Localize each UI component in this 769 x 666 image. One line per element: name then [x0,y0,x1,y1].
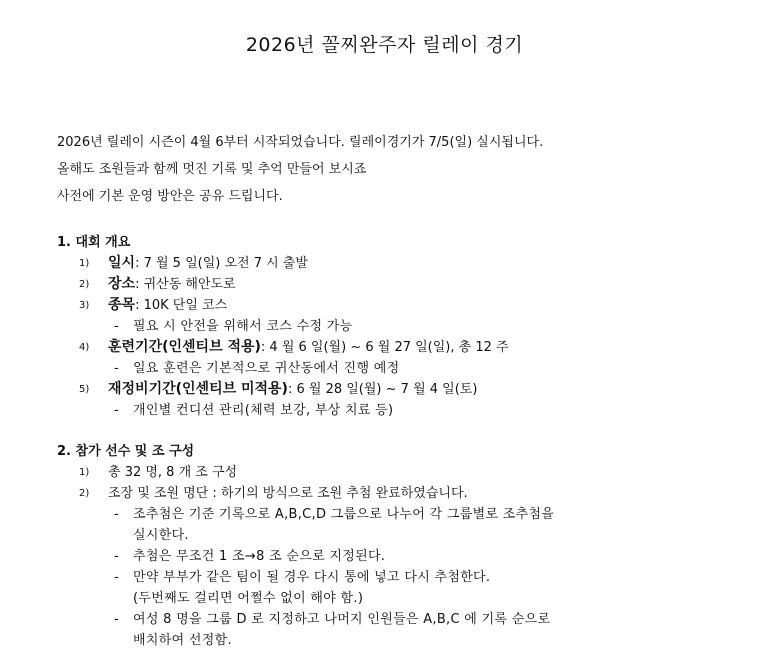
intro-line: 2026년 릴레이 시즌이 4월 6부터 시작되었습니다. 릴레이경기가 7/5(일) 실시됩니다. [57,135,544,150]
document-title: 2026년 꼴찌완주자 릴레이 경기 [245,34,524,56]
item-number: 2) [79,488,90,499]
item-number: 1) [79,467,90,478]
list-item [57,253,509,274]
item-text: 조장 및 조원 명단 : 하기의 방식으로 조원 추첨 완료하였습니다. [108,486,468,501]
list-item [57,462,554,483]
intro-line: 올해도 조원들과 함께 멋진 기록 및 추억 만들어 보시죠 [57,162,367,177]
sub-item [57,316,509,337]
list-item [57,483,554,504]
item-number: 4) [79,342,90,353]
list-item [57,274,509,295]
item-label: 장소 [108,276,136,292]
item-text: : 6 월 28 일(월) ~ 7 월 4 일(토) [287,382,478,397]
item-label: 종목 [108,297,136,313]
sub-item-continuation: 배치하여 선정함. [133,633,232,648]
list-item [57,379,509,400]
item-label: 일시 [108,255,136,271]
sub-item [57,358,509,379]
section-heading: 1. 대회 개요 [57,235,131,250]
dash-marker: - [114,570,119,585]
item-label: 훈련기간(인센티브 적용) [108,339,261,355]
item-number: 2) [79,279,90,290]
sub-item-continuation: 실시한다. [133,528,189,543]
sub-item [57,567,554,588]
section-participants [57,442,554,651]
list-item [57,295,509,316]
item-text: 총 32 명, 8 개 조 구성 [108,465,238,480]
item-text: : 7 월 5 일(일) 오전 7 시 출발 [135,256,308,271]
item-number: 1) [79,258,90,269]
dash-marker: - [114,403,119,418]
section-heading: 2. 참가 선수 및 조 구성 [57,444,195,459]
sub-item [57,400,509,421]
intro-line: 사전에 기본 운영 방안은 공유 드립니다. [57,189,283,204]
dash-marker: - [114,319,119,334]
dash-marker: - [114,612,119,627]
sub-item-text: 여성 8 명을 그룹 D 로 지정하고 나머지 인원들은 A,B,C 에 기록 순으로 [133,612,551,627]
item-number: 5) [79,384,90,395]
sub-item [57,546,554,567]
item-number: 3) [79,300,90,311]
sub-item-text: 일요 훈련은 기본적으로 귀산동에서 진행 예정 [133,361,400,376]
item-label: 재정비기간(인센티브 미적용) [108,381,288,397]
dash-marker: - [114,507,119,522]
sub-item-text: 조추첨은 기준 기록으로 A,B,C,D 그룹으로 나누어 각 그룹별로 조추첨을 [133,507,555,522]
dash-marker: - [114,549,119,564]
list-item [57,337,509,358]
section-overview [57,233,509,421]
item-text: : 귀산동 해안도로 [135,277,236,292]
sub-item-text: 개인별 컨디션 관리(체력 보강, 부상 치료 등) [133,403,394,418]
sub-item-text: 만약 부부가 같은 팀이 될 경우 다시 통에 넣고 다시 추첨한다. [133,570,491,585]
dash-marker: - [114,361,119,376]
intro-paragraph [57,133,543,214]
item-text: : 4 월 6 일(월) ~ 6 월 27 일(일), 총 12 주 [260,340,509,355]
sub-item [57,609,554,630]
sub-item-continuation: (두번째도 걸리면 어쩔수 없이 해야 함.) [133,591,364,606]
sub-item-text: 필요 시 안전을 위해서 코스 수정 가능 [133,319,353,334]
sub-item-text: 추첨은 무조건 1 조→8 조 순으로 지정된다. [133,549,386,564]
item-text: : 10K 단일 코스 [135,298,228,313]
sub-item [57,504,554,525]
